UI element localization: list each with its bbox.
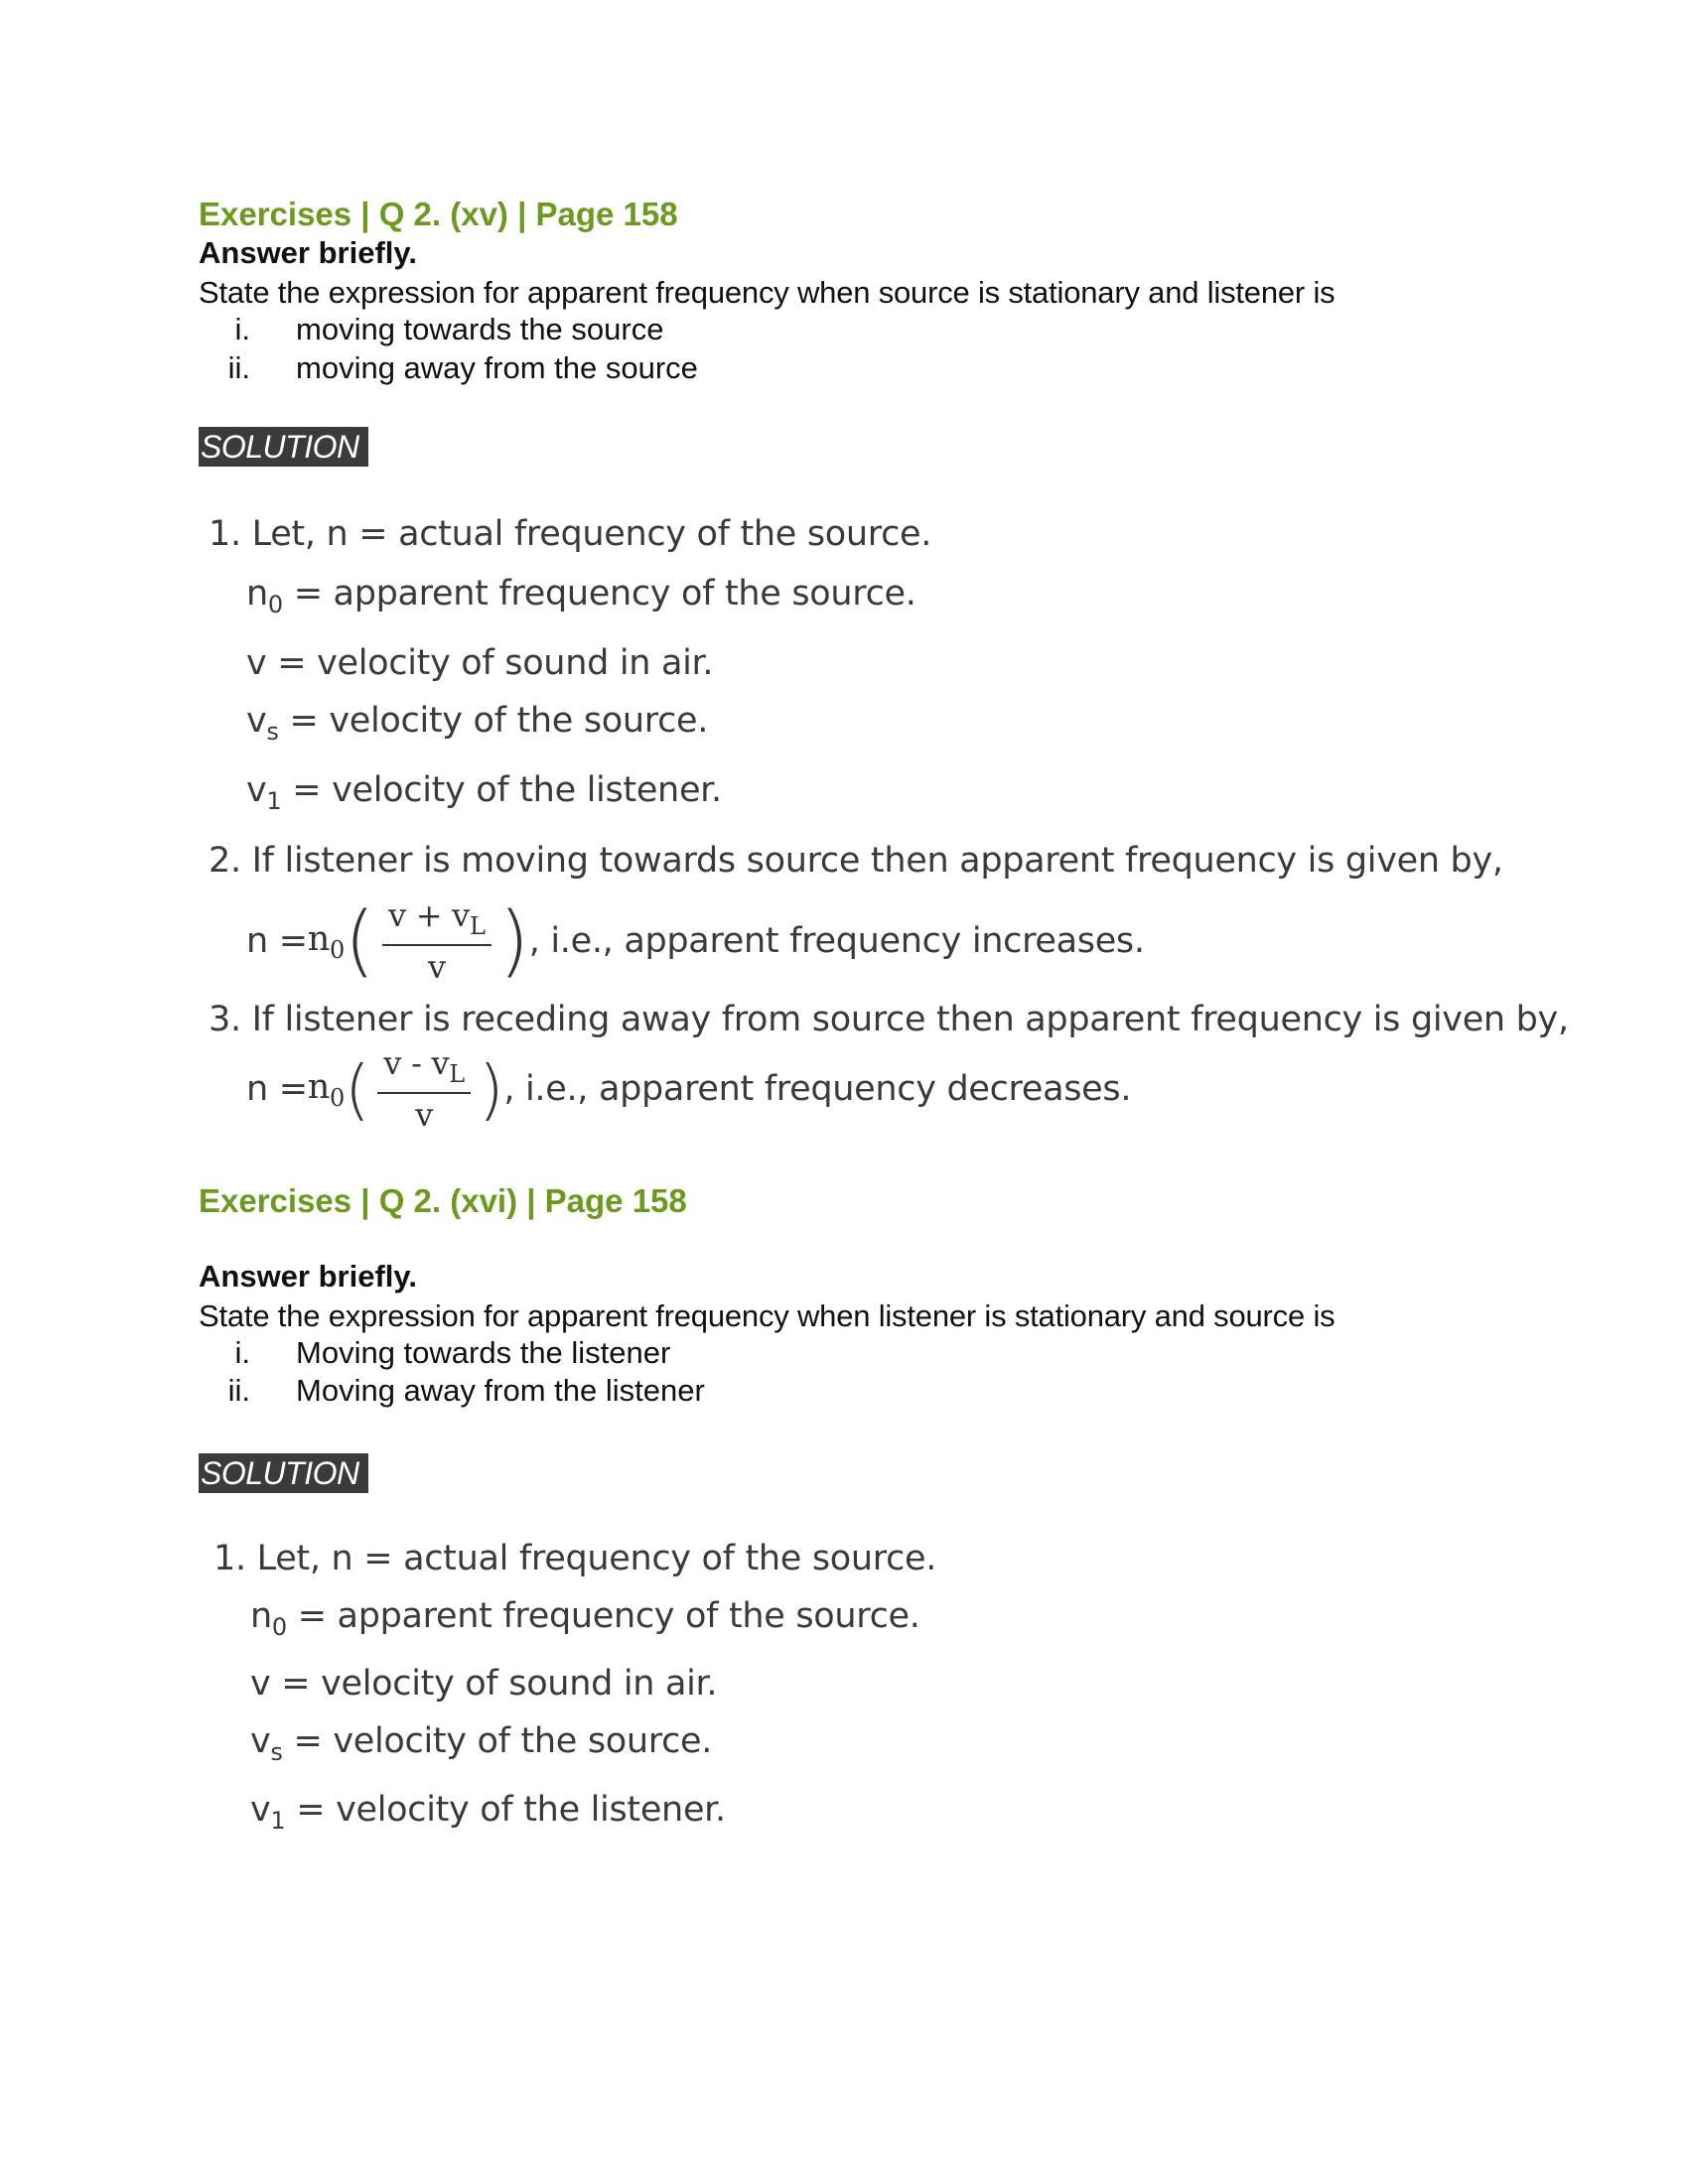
option-number: ii.: [227, 1373, 250, 1408]
symbol: v: [246, 701, 267, 741]
solution-label-text: SOLUTION: [201, 429, 359, 465]
formula-n0: $n_0$: [307, 1066, 345, 1112]
subscript: 0: [271, 1613, 287, 1641]
option-number: i.: [234, 312, 250, 346]
right-paren: ): [498, 896, 529, 986]
definition: = velocity of the listener.: [281, 770, 722, 810]
definition: = velocity of the source.: [278, 701, 709, 741]
numerator: v - $v_L$: [377, 1044, 470, 1094]
symbol: v: [250, 1790, 271, 1830]
question-text: State the expression for apparent frequency when source is stationary and listener is: [199, 275, 1336, 310]
answer-briefly-label: Answer briefly.: [199, 1259, 417, 1294]
right-paren: ): [478, 1050, 504, 1128]
symbol: n: [246, 574, 268, 614]
denominator: v: [415, 1096, 434, 1134]
formula-tail: , i.e., apparent frequency decreases.: [503, 1069, 1132, 1109]
answer-line: 2. If listener is moving towards source then apparent frequency is given by,: [209, 841, 1503, 881]
formula-n0: $n_0$: [307, 918, 345, 964]
solution-label-text: SOLUTION: [201, 1455, 359, 1491]
answer-line: 1. Let, n = actual frequency of the source.: [209, 514, 932, 554]
exercise-header: Exercises | Q 2. (xv) | Page 158: [199, 196, 678, 232]
answer-briefly-label: Answer briefly.: [199, 235, 417, 270]
option-number: ii.: [227, 350, 250, 385]
symbol: v: [246, 770, 267, 810]
answer-line: [246, 770, 722, 815]
question-text: State the expression for apparent frequency when listener is stationary and source is: [199, 1298, 1336, 1333]
option-text: moving away from the source: [296, 350, 698, 385]
numerator: $v + v_L$: [382, 896, 491, 946]
left-paren: (: [344, 896, 375, 986]
denominator: v: [427, 948, 446, 986]
solution-label: [199, 427, 368, 467]
answer-line: [250, 1790, 726, 1835]
definition: = apparent frequency of the source.: [286, 1596, 920, 1636]
left-paren: (: [344, 1050, 370, 1128]
subscript: 1: [270, 1807, 286, 1835]
option-number: i.: [234, 1335, 250, 1370]
symbol: v: [250, 1721, 271, 1761]
subscript: s: [266, 718, 279, 746]
formula-tail: , i.e., apparent frequency increases.: [528, 921, 1145, 961]
symbol: n: [250, 1596, 272, 1636]
answer-line: v = velocity of sound in air.: [246, 643, 714, 683]
subscript: 0: [267, 591, 283, 618]
definition: = velocity of the source.: [282, 1721, 713, 1761]
definition: = velocity of the listener.: [285, 1790, 726, 1830]
option-text: Moving towards the listener: [296, 1335, 671, 1370]
answer-line: [250, 1721, 712, 1766]
definition: = apparent frequency of the source.: [282, 574, 916, 614]
answer-line: [246, 574, 916, 618]
formula-decrease: [246, 1044, 1131, 1134]
formula-lhs: n =: [246, 921, 308, 961]
subscript: 1: [266, 787, 282, 815]
answer-line: 3. If listener is receding away from source then apparent frequency is given by,: [209, 1000, 1569, 1039]
fraction: [382, 896, 491, 986]
answer-line: [246, 701, 708, 746]
answer-line: [250, 1596, 920, 1641]
subscript: s: [270, 1738, 283, 1766]
option-text: moving towards the source: [296, 312, 664, 346]
fraction: [377, 1044, 470, 1134]
answer-line: v = velocity of sound in air.: [250, 1664, 718, 1704]
formula-lhs: n =: [246, 1069, 308, 1109]
exercise-header: Exercises | Q 2. (xvi) | Page 158: [199, 1182, 687, 1219]
option-text: Moving away from the listener: [296, 1373, 705, 1408]
formula-increase: [246, 889, 1145, 993]
solution-label: [199, 1453, 368, 1493]
answer-line: 1. Let, n = actual frequency of the source.: [213, 1539, 937, 1578]
